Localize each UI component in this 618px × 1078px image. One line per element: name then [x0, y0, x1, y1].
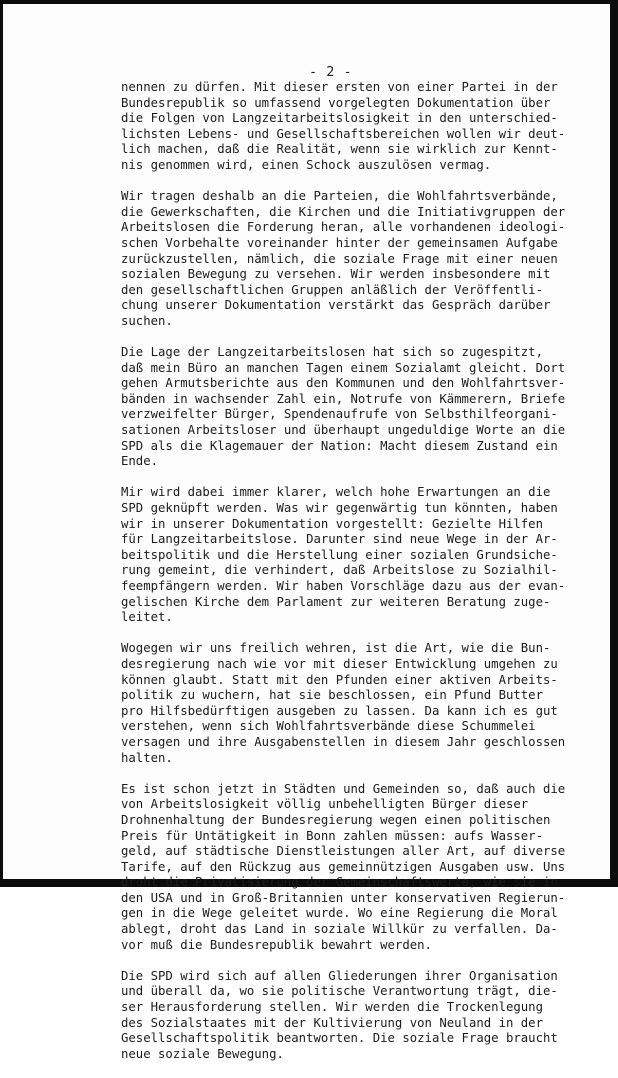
text-line: Preis für Untätigkeit in Bonn zahlen müssen: aufs Wasser-: [121, 828, 543, 843]
text-line: SPD geknüpft werden. Was wir gegenwärtig tun könnten, haben: [121, 501, 558, 516]
text-line: und überall da, wo sie politische Verantwortung trägt, die-: [121, 984, 558, 999]
text-line: pro Hilfsbedürftigen ausgeben zu lassen. Da kann ich es gut: [121, 703, 558, 718]
text-line: nis genommen wird, einen Schock auszulösen vermag.: [121, 157, 492, 172]
text-line: beitspolitik und die Herstellung einer sozialen Grundsiche-: [121, 547, 558, 562]
text-line: leitet.: [121, 610, 173, 625]
text-line: Wogegen wir uns freilich wehren, ist die Art, wie die Bun-: [121, 641, 551, 656]
text-line: SPD als die Klagemauer der Nation: Macht diesem Zustand ein: [121, 438, 558, 453]
text-line: den USA und in Groß-Britannien unter konservativen Regierun-: [121, 890, 566, 905]
text-line: von Arbeitslosigkeit völlig unbehelligten Bürger dieser: [121, 797, 529, 812]
text-line: Die Lage der Langzeitarbeitslosen hat sich so zugespitzt,: [121, 345, 543, 360]
text-line: droht die Privatisierung der Gemeinschaftswerte, wie sie in: [121, 875, 558, 890]
text-line: den gesellschaftlichen Gruppen anläßlich der Veröffentli-: [121, 282, 543, 297]
text-line: Drohnenhaltung der Bundesregierung wegen einen politischen: [121, 812, 551, 827]
text-line: desregierung nach wie vor mit dieser Entwicklung umgehen zu: [121, 656, 558, 671]
text-line: die Folgen von Langzeitarbeitslosigkeit in den unterschied-: [121, 111, 558, 126]
text-line: sationen Arbeitsloser und überhaupt ungeduldige Worte an die: [121, 423, 566, 438]
text-line: Gesellschaftspolitik beantworten. Die soziale Frage braucht: [121, 1031, 558, 1046]
body-text: [121, 80, 566, 1078]
text-line: rung gemeint, die verhindert, daß Arbeitslose zu Sozialhil-: [121, 563, 558, 578]
paragraph: [121, 189, 566, 329]
paragraph: [121, 80, 566, 174]
text-line: Wir tragen deshalb an die Parteien, die Wohlfahrtsverbände,: [121, 189, 558, 204]
text-line: wir in unserer Dokumentation vorgestellt: Gezielte Hilfen: [121, 516, 543, 531]
text-line: Tarife, auf den Rückzug aus gemeinnützigen Ausgaben usw. Uns: [121, 859, 566, 874]
text-line: versagen und ihre Ausgabenstellen in diesem Jahr geschlossen: [121, 734, 566, 749]
text-line: halten.: [121, 750, 173, 765]
text-line: gen in die Wege geleitet wurde. Wo eine Regierung die Moral: [121, 906, 558, 921]
text-line: Bundesrepublik so umfassend vorgelegten Dokumentation über: [121, 95, 551, 110]
document-page: [3, 4, 610, 1061]
text-line: verstehen, wenn sich Wohlfahrtsverbände diese Schummelei: [121, 719, 536, 734]
text-line: schen Vorbehalte voreinander hinter der gemeinsamen Aufgabe: [121, 235, 558, 250]
text-line: Arbeitslosen die Forderung heran, alle vorhandenen ideologi-: [121, 220, 566, 235]
text-line: vor muß die Bundesrepublik bewahrt werden.: [121, 937, 432, 952]
text-line: gelischen Kirche dem Parlament zur weiteren Beratung zuge-: [121, 594, 551, 609]
text-line: verzweifelter Bürger, Spendenaufrufe von Selbsthilfeorgani-: [121, 407, 558, 422]
paragraph: [121, 641, 566, 766]
text-line: lichsten Lebens- und Gesellschaftsbereichen wollen wir deut-: [121, 126, 566, 141]
text-line: gehen Armutsberichte aus den Kommunen und den Wohlfahrtsver-: [121, 376, 566, 391]
text-line: Mir wird dabei immer klarer, welch hohe Erwartungen an die: [121, 485, 551, 500]
text-line: des Sozialstaates mit der Kultivierung von Neuland in der: [121, 1015, 543, 1030]
text-line: Die SPD wird sich auf allen Gliederungen ihrer Organisation: [121, 968, 558, 983]
text-line: nennen zu dürfen. Mit dieser ersten von einer Partei in der: [121, 80, 558, 94]
paragraph: [121, 345, 566, 470]
text-line: ablegt, droht das Land in soziale Willkür zu verfallen. Da-: [121, 922, 558, 937]
text-line: sozialen Bewegung zu versehen. Wir werden insbesondere mit: [121, 267, 551, 282]
text-line: für Langzeitarbeitslose. Darunter sind neue Wege in der Ar-: [121, 532, 558, 547]
text-line: feempfängern werden. Wir haben Vorschläge dazu aus der evan-: [121, 579, 566, 593]
paragraph: [121, 969, 561, 1063]
text-line: politik zu wuchern, hat sie beschlossen, ein Pfund Butter: [121, 688, 543, 703]
paragraph: [121, 485, 566, 625]
text-line: geld, auf städtische Dienstleistungen aller Art, auf diverse: [121, 844, 566, 859]
text-line: neue soziale Bewegung.: [121, 1046, 284, 1061]
page-number: - 2 -: [309, 64, 353, 80]
text-line: lich machen, daß die Realität, wenn sie wirklich zur Kennt-: [121, 142, 558, 157]
text-line: Ende.: [121, 454, 159, 469]
text-line: Es ist schon jetzt in Städten und Gemeinden so, daß auch die: [121, 781, 566, 796]
text-line: suchen.: [121, 313, 173, 328]
text-line: bänden in wachsender Zahl ein, Notrufe von Kämmerern, Briefe: [121, 391, 566, 406]
text-line: daß mein Büro an manchen Tagen einem Sozialamt gleicht. Dort: [121, 360, 566, 375]
text-line: die Gewerkschaften, die Kirchen und die Initiativgruppen der: [121, 204, 566, 219]
text-line: zurückzustellen, nämlich, die soziale Frage mit einer neuen: [121, 251, 558, 266]
text-line: chung unserer Dokumentation verstärkt das Gespräch darüber: [121, 298, 551, 313]
text-line: ser Herausforderung stellen. Wir werden die Trockenlegung: [121, 1000, 543, 1015]
paragraph: [121, 781, 566, 954]
text-line: können glaubt. Statt mit den Pfunden einer aktiven Arbeits-: [121, 672, 558, 687]
